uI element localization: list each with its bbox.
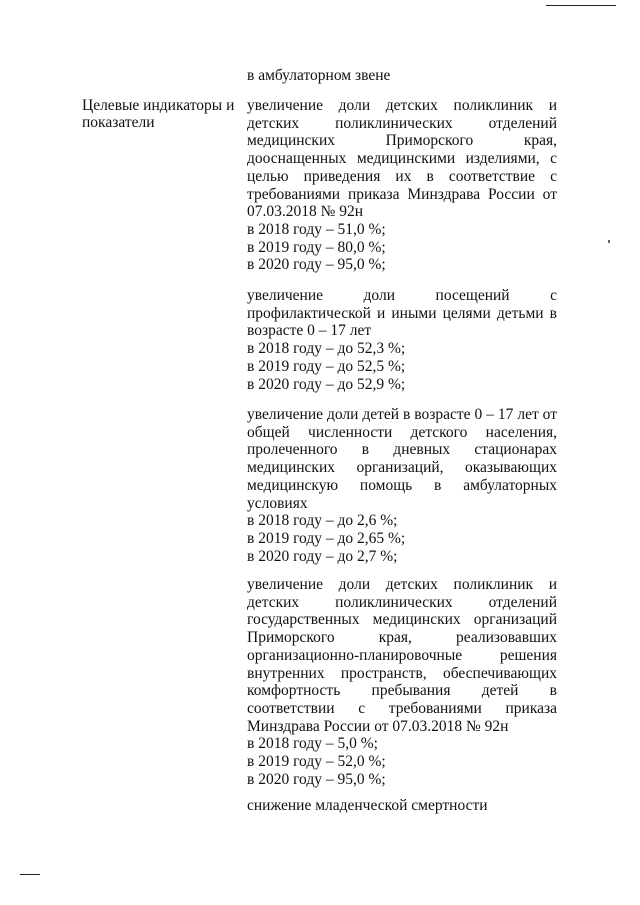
indicator-year-value: в 2020 году – 95,0 %; xyxy=(247,256,386,274)
indicator-text-line: детских поликлинических отделений xyxy=(247,114,557,132)
indicator-text-line: соответствии с требованиями приказа xyxy=(247,699,557,717)
indicator-text-line: дооснащенных медицинскими изделиями, с xyxy=(247,150,557,168)
indicator-text-line: внутренних пространств, обеспечивающих xyxy=(247,664,557,682)
indicator-year-value: в 2020 году – 95,0 %; xyxy=(247,770,386,788)
indicator-text-line: комфортность пребывания детей в xyxy=(247,682,557,700)
indicator-text-line: медицинских Приморского края, xyxy=(247,132,557,150)
indicator-text-line: снижение младенческой смертности xyxy=(247,797,488,814)
indicator-text-line: общей численности детского населения, xyxy=(247,423,557,441)
indicator-text-line: возрасте 0 – 17 лет xyxy=(247,322,372,340)
indicator-text-line: 07.03.2018 № 92н xyxy=(247,203,364,221)
indicator-text-line: увеличение доли детей в возрасте 0 – 17 лет от xyxy=(247,406,557,423)
indicator-text-line: профилактической и иными целями детьми в xyxy=(247,304,557,322)
indicator-year-value: в 2019 году – до 2,65 %; xyxy=(247,529,406,547)
indicator-year-value: в 2020 году – до 52,9 %; xyxy=(247,375,406,393)
indicator-text-line: Приморского края, реализовавших xyxy=(247,629,557,647)
header-continuation: в амбулаторном звене xyxy=(247,67,391,84)
indicator-year-value: в 2018 году – 5,0 %; xyxy=(247,735,378,753)
indicator-text-line: требованиями приказа Минздрава России от xyxy=(247,185,557,203)
indicator-year-value: в 2020 году – до 2,7 %; xyxy=(247,547,398,565)
bottom-rule xyxy=(20,874,40,875)
top-rule xyxy=(546,5,616,6)
row-label-line-1: Целевые индикаторы и xyxy=(82,97,235,114)
indicator-text-line: увеличение доли посещений с xyxy=(247,287,557,304)
indicator-text-line: увеличение доли детских поликлиник и xyxy=(247,576,557,593)
indicator-year-value: в 2019 году – 52,0 %; xyxy=(247,753,386,771)
indicator-text-line: целью приведения их в соответствие с xyxy=(247,167,557,185)
row-label xyxy=(82,97,235,131)
indicator-block xyxy=(247,576,557,788)
indicator-block xyxy=(247,287,557,393)
indicator-text-line: организационно-планировочные решения xyxy=(247,646,557,664)
header-continuation-line xyxy=(247,67,557,85)
indicator-year-value: в 2018 году – до 52,3 %; xyxy=(247,340,406,358)
indicator-year-value: в 2018 году – до 2,6 %; xyxy=(247,512,398,530)
row-label-line-2: показатели xyxy=(82,114,155,131)
indicator-text-line: увеличение доли детских поликлиник и xyxy=(247,97,557,114)
indicator-block xyxy=(247,406,557,565)
indicator-year-value: в 2019 году – до 52,5 %; xyxy=(247,357,406,375)
indicator-text-line: пролеченного в дневных стационарах xyxy=(247,441,557,459)
indicator-year-value: в 2018 году – 51,0 %; xyxy=(247,220,386,238)
indicator-text-line: Минздрава России от 07.03.2018 № 92н xyxy=(247,717,509,735)
indicator-text-line: медицинских организаций, оказывающих xyxy=(247,459,557,477)
indicator-block xyxy=(247,797,557,815)
indicator-text-line: условиях xyxy=(247,494,308,512)
scan-speck xyxy=(608,240,610,243)
indicator-year-value: в 2019 году – 80,0 %; xyxy=(247,238,386,256)
indicator-text-line: детских поликлинических отделений xyxy=(247,593,557,611)
indicator-text-line: медицинскую помощь в амбулаторных xyxy=(247,476,557,494)
indicator-text-line: государственных медицинских организаций xyxy=(247,611,557,629)
indicator-block xyxy=(247,97,557,274)
